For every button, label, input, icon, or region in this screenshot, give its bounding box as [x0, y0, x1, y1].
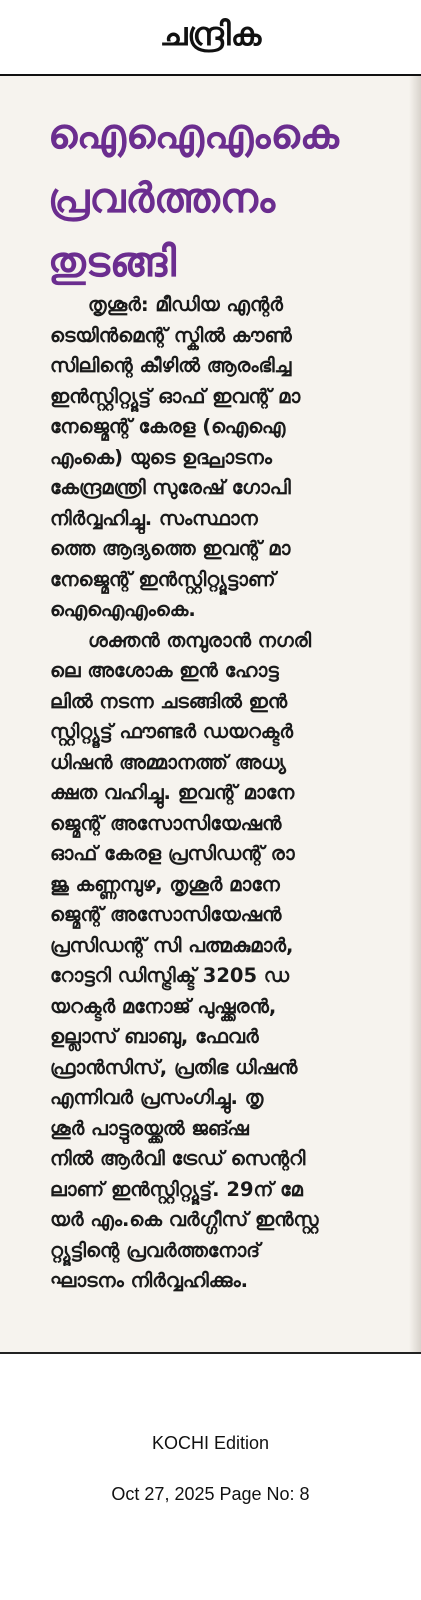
- body-line: എംകെ) യുടെ ഉദ്ഘാടനം: [50, 445, 272, 469]
- body-line: ശൂർ പാട്ടുരയ്ക്കൽ ജങ്ഷ: [50, 1116, 249, 1140]
- body-line: എന്നിവർ പ്രസംഗിച്ചു. തൃ: [50, 1086, 264, 1109]
- body-line: തൃശൂർ: മീഡിയ എന്റർ: [88, 293, 283, 316]
- newspaper-title: ചന്ദ്രിക: [159, 15, 262, 53]
- date-page-label: Oct 27, 2025 Page No: 8: [111, 1484, 310, 1504]
- body-line: ശക്തൻ തമ്പുരാൻ നഗരി: [88, 628, 312, 652]
- body-line: ഓഫ് കേരള പ്രസിഡന്റ് രാ: [50, 842, 295, 865]
- headline-line: പ്രവർത്തനം: [48, 174, 276, 222]
- body-line: സ്റ്റിറ്റ്യൂട്ട് ഫൗണ്ടർ ഡയറക്ടർ: [50, 720, 294, 743]
- body-line: നേജ്മെന്റ് കേരള (ഐഐ: [50, 415, 286, 438]
- body-line: ലെ അശോക ഇൻ ഹോട്ട: [50, 659, 279, 682]
- body-line: സിലിന്റെ കീഴിൽ ആരംഭിച്ച: [50, 354, 292, 377]
- body-line: ഉല്ലാസ് ബാബു, ഫേവർ: [50, 1025, 259, 1048]
- body-line: യർ എം.കെ വർഗ്ഗീസ് ഇൻസ്റ്റ: [50, 1208, 319, 1231]
- body-line: ധിഷൻ അമ്മാനത്ത് അധ്യ: [50, 750, 286, 774]
- body-line: പ്രസിഡന്റ് സി പത്മകുമാർ,: [50, 933, 294, 957]
- headline-line: ഐഐഎംകെ: [48, 110, 339, 158]
- body-line: റോട്ടറി ഡിസ്ട്രിക്ട് 3205 ഡ: [50, 964, 290, 987]
- body-line: ജു കണ്ണമ്പുഴ, തൃശൂർ മാനേ: [50, 872, 280, 896]
- body-line: നേജ്മെന്റ് ഇൻസ്റ്റിറ്റ്യൂട്ടാണ്: [50, 567, 276, 591]
- article-body: [50, 290, 410, 1297]
- body-line: ജ്മെന്റ് അസോസിയേഷൻ: [50, 903, 282, 926]
- body-line: യറക്ടർ മനോജ് പുഷ്ക്കരൻ,: [50, 994, 277, 1018]
- body-line: റ്റ്യൂട്ടിന്റെ പ്രവർത്തനോദ്: [50, 1238, 260, 1262]
- body-line: ത്തെ ആദ്യത്തെ ഇവന്റ് മാ: [50, 537, 291, 560]
- headline-line: തുടങ്ങി: [48, 238, 176, 286]
- body-line: ഫ്രാൻസിസ്, പ്രതിഭ ധിഷൻ: [50, 1055, 298, 1079]
- masthead: [0, 0, 421, 76]
- edition-label: KOCHI Edition: [151, 1433, 270, 1453]
- body-line: നിൽ ആർവി ട്രേഡ് സെന്ററി: [50, 1147, 306, 1170]
- body-line: ലാണ് ഇൻസ്റ്റിറ്റ്യൂട്ട്. 29ന് മേ: [50, 1177, 303, 1201]
- page-fold-shadow: [409, 76, 421, 1352]
- body-line: ജ്മെന്റ് അസോസിയേഷൻ: [50, 811, 282, 835]
- newspaper-clipping: [0, 76, 421, 1354]
- body-line: ഇൻസ്റ്റിറ്റ്യൂട്ട് ഓഫ് ഇവന്റ് മാ: [50, 384, 301, 408]
- body-line: ക്ഷത വഹിച്ചു. ഇവന്റ് മാനേ: [50, 781, 295, 804]
- body-line: ലിൽ നടന്ന ചടങ്ങിൽ ഇൻ: [50, 689, 288, 713]
- body-line: ടെയിൻമെന്റ് സ്കിൽ കൗൺ: [50, 323, 292, 347]
- body-line: കേന്ദ്രമന്ത്രി സുരേഷ് ഗോപി: [50, 476, 291, 499]
- body-line: ഘാടനം നിർവ്വഹിക്കും.: [50, 1269, 249, 1292]
- body-line: നിർവ്വഹിച്ചു. സംസ്ഥാന: [50, 506, 258, 530]
- body-line: ഐഐഎംകെ.: [50, 598, 196, 621]
- article-headline: [48, 102, 408, 294]
